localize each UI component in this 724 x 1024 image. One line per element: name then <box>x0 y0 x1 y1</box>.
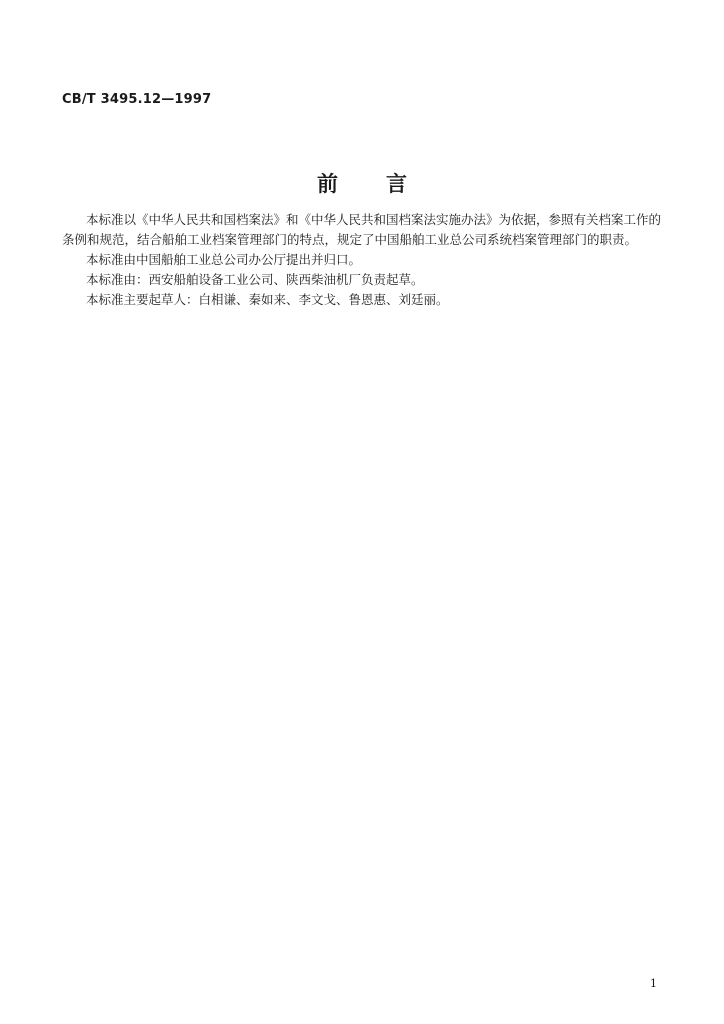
foreword-body <box>62 210 672 310</box>
title-char-1: 前 <box>317 172 338 196</box>
paragraph-drafting-units: 本标准由：西安船舶设备工业公司、陕西柴油机厂负责起草。 <box>86 272 424 287</box>
paragraph-drafters: 本标准主要起草人：白相谦、秦如来、李文戈、鲁恩惠、刘廷丽。 <box>86 292 449 307</box>
standard-code: CB/T 3495.12—1997 <box>62 92 212 107</box>
title-char-2: 言 <box>386 172 407 196</box>
paragraph-basis: 本标准以《中华人民共和国档案法》和《中华人民共和国档案法实施办法》为依据，参照有关档案工作的条例和规范，结合船舶工业档案管理部门的特点，规定了中国船舶工业总公司系统档案管理部门的职责。 <box>62 212 662 247</box>
paragraph-proposer: 本标准由中国船舶工业总公司办公厅提出并归口。 <box>86 252 362 267</box>
page-number: 1 <box>650 977 657 990</box>
page-title <box>0 168 724 198</box>
